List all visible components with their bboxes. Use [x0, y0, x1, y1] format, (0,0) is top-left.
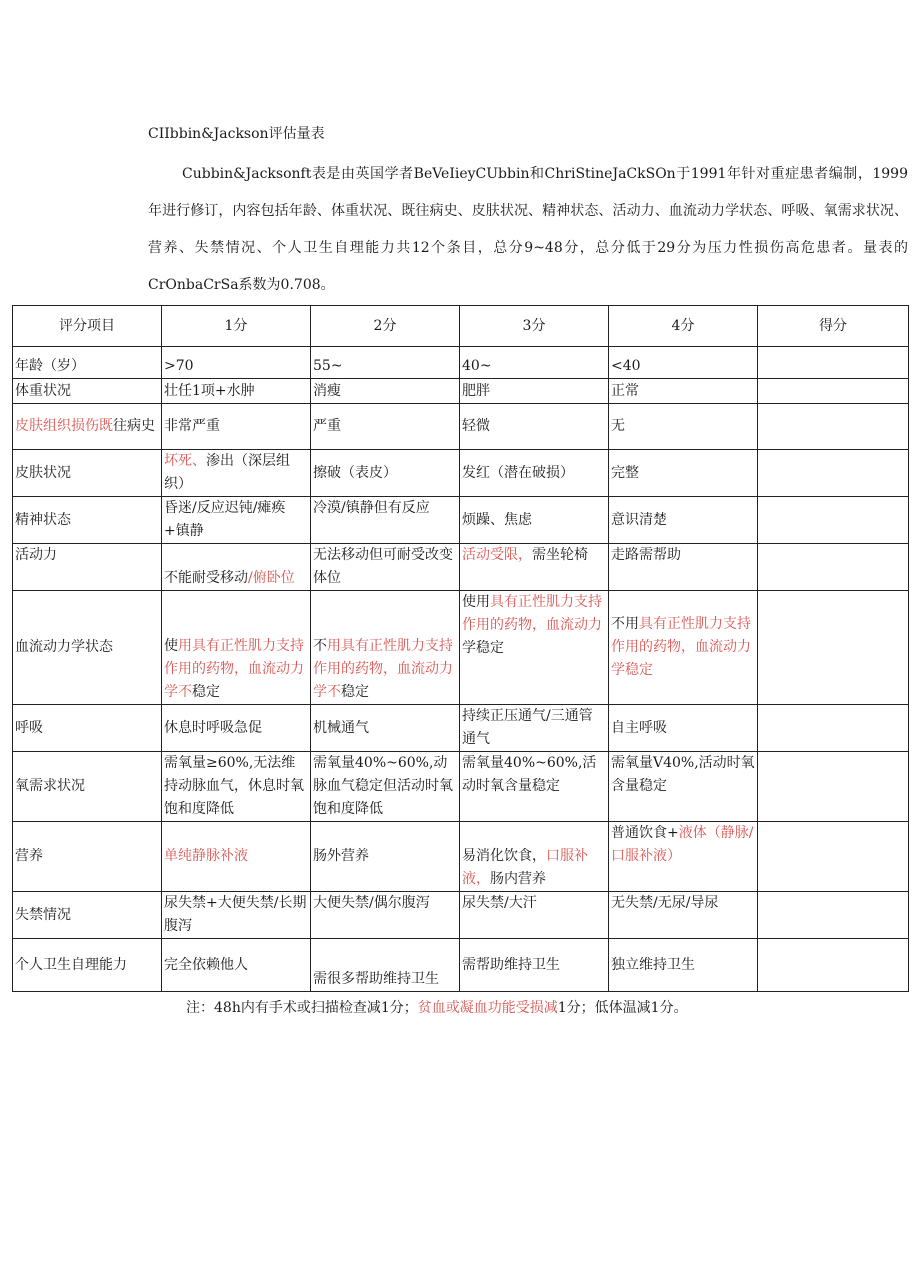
cell-text: 不用	[611, 616, 639, 632]
cell-score-1: 昏迷/反应迟钝/瘫痪+镇静	[162, 497, 311, 544]
cell-score-3	[460, 822, 609, 892]
header-item: 评分项目	[13, 306, 162, 347]
cell-text: 渗出（深层组织）	[164, 453, 290, 492]
cell-total[interactable]	[758, 892, 909, 939]
cell-score-2	[311, 591, 460, 705]
cell-score-1: 非常严重	[162, 404, 311, 450]
table-row	[13, 379, 909, 404]
cell-score-4: 正常	[609, 379, 758, 404]
intro-paragraph: Cubbin&Jacksonft表是由英国学者BeVeIieyCUbbin和ChriStineJaCkSOn于1991年针对重症患者编制，1999年进行修订，内容包括年龄、体重状况、既往病史、皮肤状况、精神状态、活动力、血流动力学状态、呼吸、氧需求状况、营养、失禁情况、个人卫生自理能力共12个条目，总分9~48分，总分低于29分为压力性损伤高危患者。量表的CrOnbaCrSa系数为0.708。	[148, 166, 908, 293]
cell-score-2: 需氧量40%~60%,动脉血气稳定但活动时氧饱和度降低	[311, 752, 460, 822]
red-text: 贫血或凝血功能受损减	[417, 1000, 558, 1016]
header-score-3: 3分	[460, 306, 609, 347]
red-text: 口服补液，	[462, 848, 588, 887]
cell-text: 稳定	[341, 684, 369, 700]
cell-total[interactable]	[758, 591, 909, 705]
row-item: 个人卫生自理能力	[13, 939, 162, 992]
cell-score-4	[609, 591, 758, 705]
cell-total[interactable]	[758, 939, 909, 992]
row-item	[13, 404, 162, 450]
cell-score-3: 需帮助维持卫生	[460, 939, 609, 992]
row-item: 活动力	[13, 544, 162, 591]
cell-score-1: 壮任1项+水肿	[162, 379, 311, 404]
cell-text: 不能耐受移动	[164, 570, 248, 586]
cell-score-4: <40	[609, 347, 758, 379]
red-text: 坏死、	[164, 453, 206, 469]
row-item: 年龄（岁）	[13, 347, 162, 379]
note-text: 注：48h内有手术或扫描检查减1分；	[186, 1000, 418, 1016]
cell-score-2: 严重	[311, 404, 460, 450]
cell-score-4: 无失禁/无尿/导尿	[609, 892, 758, 939]
cell-score-1	[162, 450, 311, 497]
cell-score-3: 持续正压通气/三通管通气	[460, 705, 609, 752]
row-item: 精神状态	[13, 497, 162, 544]
cell-score-1: 尿失禁+大便失禁/长期腹泻	[162, 892, 311, 939]
red-text: 用具有正性肌力支持作用的药物，血流动力学不	[164, 638, 304, 700]
cell-text: 肠内营养	[490, 871, 546, 887]
table-row	[13, 752, 909, 822]
cell-score-1	[162, 591, 311, 705]
red-text: 单纯静脉补液	[164, 848, 248, 864]
cell-score-3: 肥胖	[460, 379, 609, 404]
cell-score-4	[609, 822, 758, 892]
cell-score-3	[460, 544, 609, 591]
cell-text: 使用	[462, 594, 490, 610]
row-item: 失禁情况	[13, 892, 162, 939]
cell-score-3: 40~	[460, 347, 609, 379]
red-text: 具有正性肌力支持作用的药物，血流动力学稳定	[611, 616, 751, 678]
cell-total[interactable]	[758, 497, 909, 544]
red-text: 活动受限，	[462, 547, 532, 563]
cell-score-4: 完整	[609, 450, 758, 497]
cell-score-4: 自主呼吸	[609, 705, 758, 752]
cell-score-2: 55~	[311, 347, 460, 379]
red-text: 具有正性肌力支持作用的药物，血流动力	[462, 594, 602, 633]
cell-score-1: 休息时呼吸急促	[162, 705, 311, 752]
red-text: /俯卧位	[248, 570, 295, 586]
cell-text: 学稳定	[462, 640, 504, 656]
red-text: 液体（静脉/口服补液）	[611, 825, 754, 864]
row-item: 体重状况	[13, 379, 162, 404]
header-score-2: 2分	[311, 306, 460, 347]
table-row	[13, 822, 909, 892]
cell-total[interactable]	[758, 404, 909, 450]
table-header-row	[13, 306, 909, 347]
cell-total[interactable]	[758, 379, 909, 404]
row-item: 呼吸	[13, 705, 162, 752]
assessment-table	[12, 305, 909, 992]
table-row	[13, 544, 909, 591]
page-title: CIIbbin&Jackson评估量表	[148, 126, 325, 142]
row-item: 氧需求状况	[13, 752, 162, 822]
cell-text: 需坐轮椅	[532, 547, 588, 563]
cell-text: 普通饮食+	[611, 825, 679, 841]
cell-score-1: 完全依赖他人	[162, 939, 311, 992]
table-row	[13, 404, 909, 450]
table-row	[13, 347, 909, 379]
cell-score-2: 消瘦	[311, 379, 460, 404]
cell-score-4: 走路需帮助	[609, 544, 758, 591]
cell-score-3: 需氧量40%~60%,活动时氧含量稳定	[460, 752, 609, 822]
cell-score-2: 肠外营养	[311, 822, 460, 892]
cell-score-2: 机械通气	[311, 705, 460, 752]
cell-score-3: 发红（潜在破损）	[460, 450, 609, 497]
table-row	[13, 939, 909, 992]
footnote	[186, 998, 688, 1018]
cell-total[interactable]	[758, 752, 909, 822]
cell-score-1	[162, 544, 311, 591]
cell-total[interactable]	[758, 822, 909, 892]
item-text: 往病史	[113, 418, 155, 434]
header-score-4: 4分	[609, 306, 758, 347]
table-row	[13, 705, 909, 752]
cell-score-3	[460, 591, 609, 705]
cell-score-2: 大便失禁/偶尔腹泻	[311, 892, 460, 939]
cell-score-4: 独立维持卫生	[609, 939, 758, 992]
cell-text: 易消化饮食，	[462, 848, 546, 864]
cell-score-4: 无	[609, 404, 758, 450]
table-row	[13, 497, 909, 544]
row-item: 皮肤状况	[13, 450, 162, 497]
cell-text: 不	[313, 638, 327, 654]
red-text: 皮肤组织损伤既	[15, 418, 113, 434]
cell-score-4: 意识清楚	[609, 497, 758, 544]
cell-score-1: 需氧量≥60%,无法维持动脉血气，休息时氧饱和度降低	[162, 752, 311, 822]
table-row	[13, 591, 909, 705]
note-text: 1分；低体温减1分。	[557, 1000, 688, 1016]
cell-total[interactable]	[758, 347, 909, 379]
cell-score-1	[162, 822, 311, 892]
cell-score-4: 需氧量V40%,活动时氧含量稳定	[609, 752, 758, 822]
cell-text: 使	[164, 638, 178, 654]
cell-total[interactable]	[758, 544, 909, 591]
cell-score-1: >70	[162, 347, 311, 379]
red-text: 用具有正性肌力支持作用的药物，血流动力学不	[313, 638, 453, 700]
table-row	[13, 892, 909, 939]
cell-score-3: 烦躁、焦虑	[460, 497, 609, 544]
cell-text: 稳定	[192, 684, 220, 700]
cell-score-3: 轻微	[460, 404, 609, 450]
row-item: 营养	[13, 822, 162, 892]
cell-score-2: 需很多帮助维持卫生	[311, 939, 460, 992]
cell-score-2: 无法移动但可耐受改变体位	[311, 544, 460, 591]
cell-total[interactable]	[758, 450, 909, 497]
header-total: 得分	[758, 306, 909, 347]
header-score-1: 1分	[162, 306, 311, 347]
row-item: 血流动力学状态	[13, 591, 162, 705]
cell-score-2: 冷漠/镇静但有反应	[311, 497, 460, 544]
cell-score-3: 尿失禁/大汗	[460, 892, 609, 939]
table-row	[13, 450, 909, 497]
cell-score-2: 擦破（表皮）	[311, 450, 460, 497]
cell-total[interactable]	[758, 705, 909, 752]
